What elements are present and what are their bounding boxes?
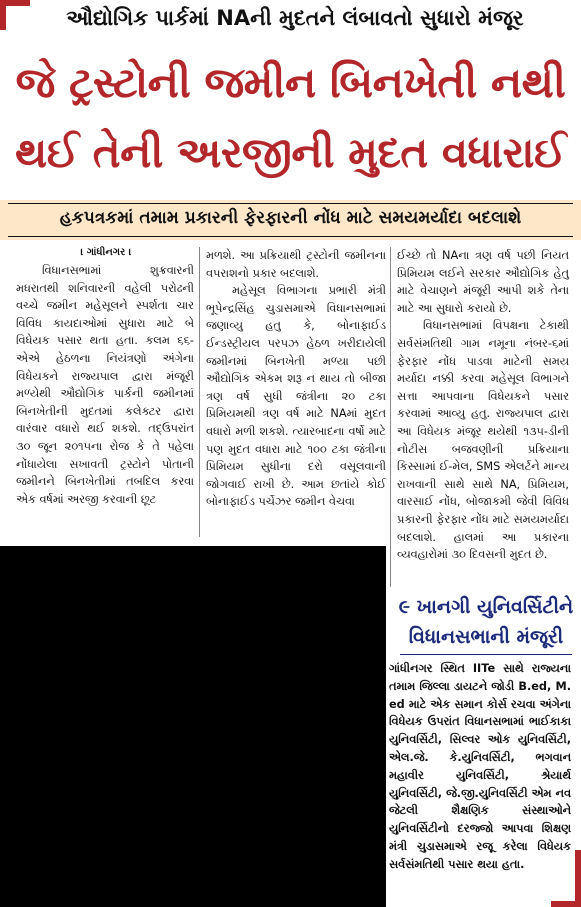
column-divider-1 [199,247,200,537]
kicker-headline: ઔદ્યોગિક પાર્કમાં NAની મુદતને લંબાવતો સુધારો મંજૂર [66,6,524,30]
sidebar-story-text: ગાંધીનગર સ્થિત IITe સાથે રાજ્યના તમામ જિલ્લા ડાયટને જોડી B.ed, M. ed માટે એક સમાન કોર્સ રચવા અંગેના વિધેયક ઉપરાંત વિધાનસભામાં ભાઈકાકા યુનિવર્સિટી, સિલ્વર ઓક યુનિવર્સિટી, એલ.જે. કે.યુનિવર્સિટી, ભગવાન મહાવીર યુનિવર્સિટી, શ્રેયાર્થ યુનિવર્સિટી, જે.જી.યુનિવર્સિટી એમ નવ જેટલી શૈક્ષણિક સંસ્થાઓને યુનિવર્સિટીનો દરજ્જો આપવા શિક્ષણ મંત્રી ચુડાસમાએ રજૂ કરેલા વિધેયક સર્વસંમતિથી પસાર થયા હતા. [389,662,571,871]
sidebar-story-title [396,592,576,652]
sidebar-title-rule [400,654,572,655]
subheadline-rule-top [8,203,573,204]
black-image-area [0,546,386,907]
subheadline-rule-bottom [8,236,573,237]
article-column-1 [16,247,194,532]
column-2-paragraph-1: મળશે. આ પ્રક્રિયાથી ટ્રસ્ટોની જમીનના વપરાશનો પ્રકાર બદલાશે. [206,249,386,280]
sidebar-title-line-1: ૯ ખાનગી યુનિવર્સિટીને [398,596,574,618]
article-column-2 [206,247,386,537]
subheadline: હકપત્રકમાં તમામ પ્રકારની ફેરફારની નોંધ માટે સમયમર્યાદા બદલાશે [59,208,522,228]
corner-bracket-bottom-v [575,850,581,907]
column-3-paragraph-2: વિધાનસભામાં વિપક્ષના ટેકાથી સર્વસંમતિથી ગામ નમૂના નંબર-૬માં ફેરફાર નોંધ પાડવા માટેની સમય મર્યાદા નક્કી કરવા મહેસૂલ વિભાગને સત્તા આપવાના વિધેયકને પસાર કરવામાં આવ્યુ હતુ. રાજ્યપાલ દ્વારા આ વિધેયક મંજૂર થયેથી ૧૩૫-ડીની નોટીસ બજવણીની પ્રક્રિયાના કિસ્સામાં ઈ-મેલ, SMS એલર્ટને માન્ય રાખવાની સાથે સાથે NA, પ્રિમિયમ, વારસાઈ નોંધ, બોજાકમી જેવી વિવિધ પ્રકારની ફેરફાર નોંધ માટે સમયમર્યાદા બદલાશે. હાલમાં આ પ્રકારના વ્યવહારોમાં ૩૦ દિવસની મુદત છે. [397,319,569,562]
column-divider-2 [390,247,391,587]
dateline: । ગાંધીનગર । [80,247,132,258]
column-2-paragraph-2: મહેસૂલ વિભાગના પ્રભારી મંત્રી ભૂપેન્દ્રસિંહ ચુડાસમાએ વિધાનસભામાં જણાવ્યુ હતુ કે, બોનાફાઈડ ઈન્ડસ્ટ્રીયલ પરપઝ હેઠળ ખરીદાયેલી જમીનમાં બિનખેતી મળ્યા પછી ઔદ્યોગિક એકમ શરૂ ન થાય તો બીજા ત્રણ વર્ષ સુધી જંત્રીના ૨૦ ટકા પ્રિમિયમથી ત્રણ વર્ષ માટે NAમાં મુદત વધારો મળી શકશે. ત્યારબાદના વર્ષો માટે પણ મુદત વધારા માટે ૧૦૦ ટકા જંત્રીના પ્રિમિયમ સુધીના દરો વસૂલવાની જોગવાઈ રાખી છે. આમ છતાંયે કોઈ બોનાફાઈડ પર્ચેઝર જમીન વેચવા [206,284,386,509]
column-3-paragraph-1: ઈચ્છે તો NAના ત્રણ વર્ષ પછી નિયત પ્રિમિયમ લઈને સરકાર ઔદ્યોગિક હેતુ માટે વેચાણને મંજૂરી આપી શકે તેના માટે આ સુધારો કરાયો છે. [397,249,569,315]
corner-bracket-top-v [0,0,6,30]
article-column-3 [397,247,569,587]
main-headline-line-1: જે ટ્રસ્ટોની જમીન બિનખેતી નથી [15,58,566,107]
sidebar-title-line-2: વિધાનસભાની મંજૂરી [408,626,564,648]
main-headline-line-2: થઈ તેની અરજીની મુદત વધારાઈ [15,128,566,177]
column-1-paragraph: વિધાનસભામાં શુક્રવારની મધરાતથી શનિવારની વહેલી પરોઢની વચ્ચે જમીન મહેસૂલને સ્પર્શતા ચાર વિવિધ કાયદાઓમાં સુધારા માટે બે વિધેયક પસાર થતા હતા. કલમ ૬૬-એએ હેઠળના નિયંત્રણો અંગેના વિધેયકને રાજ્યપાલ દ્વારા મંજૂરી મળ્યેથી ઔદ્યોગિક પાર્કની જમીનમાં બિનખેતીની મુદતમાં કલેક્ટર દ્વારા વારંવાર વધારો થઈ શકશે. તદ્ઉપરાંત ૩૦ જૂન ૨૦૧૫ના રોજ કે તે પહેલા નોંધાયેલા સખાવતી ટ્રસ્ટોને પોતાની જમીનને બિનખેતીમાં તબદિલ કરવા એક વર્ષમાં અરજી કરવાની છૂટ [16,264,194,506]
